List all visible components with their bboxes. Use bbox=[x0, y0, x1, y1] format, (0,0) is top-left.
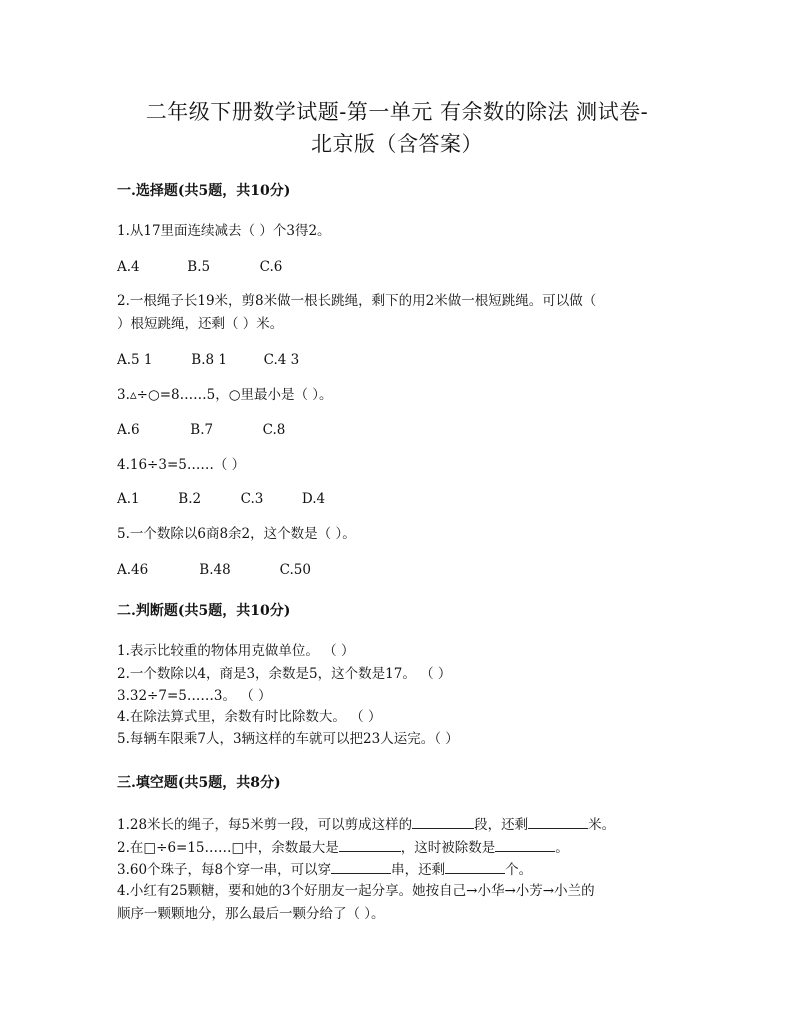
answer-blank[interactable] bbox=[495, 837, 555, 852]
fill-text: 3.60个珠子，每8个穿一串，可以穿 bbox=[117, 862, 332, 878]
option: A.1 bbox=[117, 491, 140, 507]
answer-blank[interactable] bbox=[445, 859, 505, 874]
judge-item-5: 5.每辆车限乘7人，3辆这样的车就可以把23人运完。（ ） bbox=[117, 731, 459, 747]
option: B.7 bbox=[190, 422, 214, 438]
question-1-4: 4.16÷3=5……（ ） bbox=[117, 457, 246, 473]
question-1-3: 3.▵÷○=8……5，○里最小是（ ）。 bbox=[117, 387, 333, 403]
fill-item-3 bbox=[117, 859, 532, 880]
options-1-3 bbox=[117, 422, 285, 438]
options-1-1 bbox=[117, 259, 282, 275]
option: B.48 bbox=[199, 562, 231, 578]
options-1-2 bbox=[117, 352, 299, 368]
judge-item-1: 1.表示比较重的物体用克做单位。 （ ） bbox=[117, 643, 355, 659]
question-1-1: 1.从17里面连续减去（ ）个3得2。 bbox=[117, 223, 331, 239]
judge-item-3: 3.32÷7=5……3。 （ ） bbox=[117, 688, 272, 704]
option: C.8 bbox=[262, 422, 286, 438]
fill-text: 个。 bbox=[505, 862, 533, 878]
fill-item-4-line1: 4.小红有25颗糖，要和她的3个好朋友一起分享。她按自己→小华→小芳→小兰的 bbox=[117, 883, 595, 899]
question-1-5: 5.一个数除以6商8余2，这个数是（ ）。 bbox=[117, 526, 356, 542]
option: A.4 bbox=[117, 259, 140, 275]
fill-text: 串，还剩 bbox=[391, 862, 446, 878]
section-heading-judge: 二.判断题(共5题，共10分) bbox=[117, 603, 291, 619]
options-1-4 bbox=[117, 491, 325, 507]
option: B.5 bbox=[187, 259, 211, 275]
question-1-2-line2: ）根短跳绳，还剩（ ）米。 bbox=[117, 316, 284, 332]
fill-text: ，这时被除数是 bbox=[400, 840, 496, 856]
fill-text: 米。 bbox=[588, 817, 616, 833]
option: B.2 bbox=[178, 491, 202, 507]
fill-item-2 bbox=[117, 837, 569, 858]
option: B.8 1 bbox=[191, 352, 227, 368]
option: D.4 bbox=[301, 491, 326, 507]
option: A.46 bbox=[117, 562, 149, 578]
options-1-5 bbox=[117, 562, 311, 578]
question-1-2-line1: 2.一根绳子长19米，剪8米做一根长跳绳，剩下的用2米做一根短跳绳。可以做（ bbox=[117, 293, 597, 309]
fill-text: 段，还剩 bbox=[474, 817, 529, 833]
answer-blank[interactable] bbox=[528, 814, 588, 829]
section-heading-choice: 一.选择题(共5题，共10分) bbox=[117, 183, 291, 199]
section-heading-fill: 三.填空题(共5题，共8分) bbox=[117, 775, 281, 791]
judge-item-4: 4.在除法算式里，余数有时比除数大。 （ ） bbox=[117, 709, 382, 725]
fill-text: 。 bbox=[555, 840, 569, 856]
option: A.5 1 bbox=[117, 352, 153, 368]
answer-blank[interactable] bbox=[339, 837, 401, 852]
page-title-line2: 北京版（含答案） bbox=[311, 132, 483, 156]
option: A.6 bbox=[117, 422, 140, 438]
answer-blank[interactable] bbox=[331, 859, 391, 874]
fill-text: 2.在□÷6=15……□中，余数最大是 bbox=[117, 840, 339, 856]
option: C.3 bbox=[240, 491, 264, 507]
judge-item-2: 2.一个数除以4，商是3，余数是5，这个数是17。 （ ） bbox=[117, 666, 452, 682]
option: C.6 bbox=[259, 259, 283, 275]
fill-item-4-line2: 顺序一颗颗地分，那么最后一颗分给了（ ）。 bbox=[117, 906, 385, 922]
option: C.4 3 bbox=[263, 352, 300, 368]
page-title-line1: 二年级下册数学试题-第一单元 有余数的除法 测试卷- bbox=[145, 100, 649, 124]
fill-text: 1.28米长的绳子，每5米剪一段，可以剪成这样的 bbox=[117, 817, 413, 833]
answer-blank[interactable] bbox=[412, 814, 474, 829]
option: C.50 bbox=[279, 562, 311, 578]
fill-item-1 bbox=[117, 814, 615, 835]
